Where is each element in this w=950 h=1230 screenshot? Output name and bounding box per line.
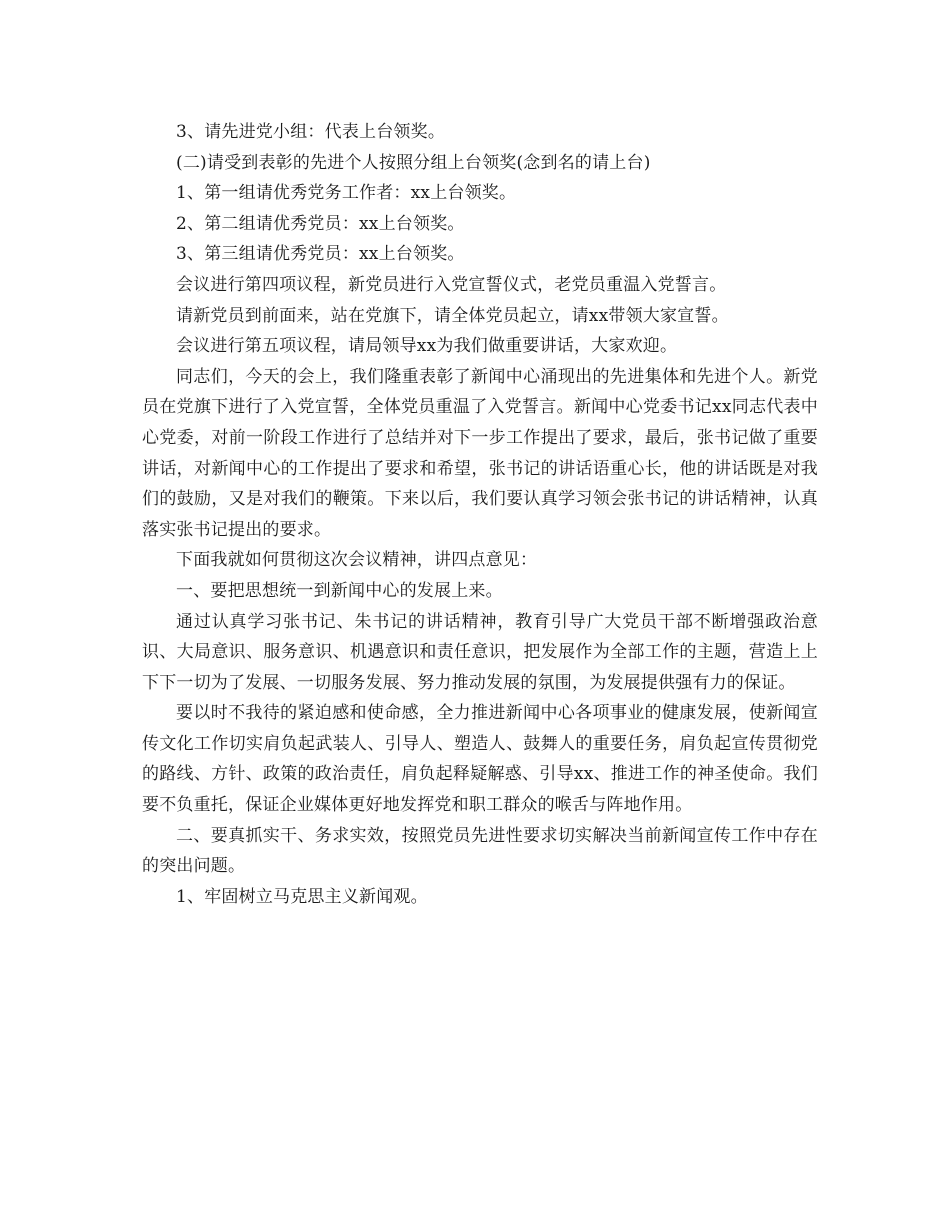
paragraph: 3、请先进党小组：代表上台领奖。 [176,122,446,142]
paragraph: 通过认真学习张书记、朱书记的讲话精神，教育引导广大党员干部不断增强政治意识、大局意识、服务意识、机遇意识和责任意识，把发展作为全部工作的主题，营造上上下下一切为了发展、一切服务发展、努力推动发展的氛围，为发展提供强有力的保证。 [142,611,818,693]
document-body [142,117,818,912]
paragraph: 会议进行第四项议程，新党员进行入党宣誓仪式，老党员重温入党誓言。 [176,274,727,295]
paragraph: 下面我就如何贯彻这次会议精神，讲四点意见： [176,550,538,571]
paragraph: 请新党员到前面来，站在党旗下，请全体党员起立，请xx带领大家宣誓。 [176,305,729,326]
paragraph: 3、第三组请优秀党员：xx上台领奖。 [176,244,465,265]
paragraph: 1、第一组请优秀党务工作者：xx上台领奖。 [176,183,517,204]
paragraph: 一、要把思想统一到新闻中心的发展上来。 [176,580,503,601]
paragraph: 会议进行第五项议程，请局领导xx为我们做重要讲话，大家欢迎。 [176,336,678,357]
paragraph: 2、第二组请优秀党员：xx上台领奖。 [176,213,465,234]
paragraph: 二、要真抓实干、务求实效，按照党员先进性要求切实解决当前新闻宣传工作中存在的突出问题。 [142,825,818,877]
paragraph: 同志们，今天的会上，我们隆重表彰了新闻中心涌现出的先进集体和先进个人。新党员在党旗下进行了入党宣誓，全体党员重温了入党誓言。新闻中心党委书记xx同志代表中心党委，对前一阶段工作进行了总结并对下一步工作提出了要求，最后，张书记做了重要讲话，对新闻中心的工作提出了要求和希望，张书记的讲话语重心长，他的讲话既是对我们的鼓励，又是对我们的鞭策。下来以后，我们要认真学习领会张书记的讲话精神，认真落实张书记提出的要求。 [142,366,818,540]
paragraph: 1、牢固树立马克思主义新闻观。 [176,886,428,907]
paragraph: 要以时不我待的紧迫感和使命感，全力推进新闻中心各项事业的健康发展，使新闻宣传文化工作切实肩负起武装人、引导人、塑造人、鼓舞人的重要任务，肩负起宣传贯彻党的路线、方针、政策的政治责任，肩负起释疑解惑、引导xx、推进工作的神圣使命。我们要不负重托，保证企业媒体更好地发挥党和职工群众的喉舌与阵地作用。 [142,703,818,816]
paragraph: (二)请受到表彰的先进个人按照分组上台领奖(念到名的请上台) [176,152,651,173]
